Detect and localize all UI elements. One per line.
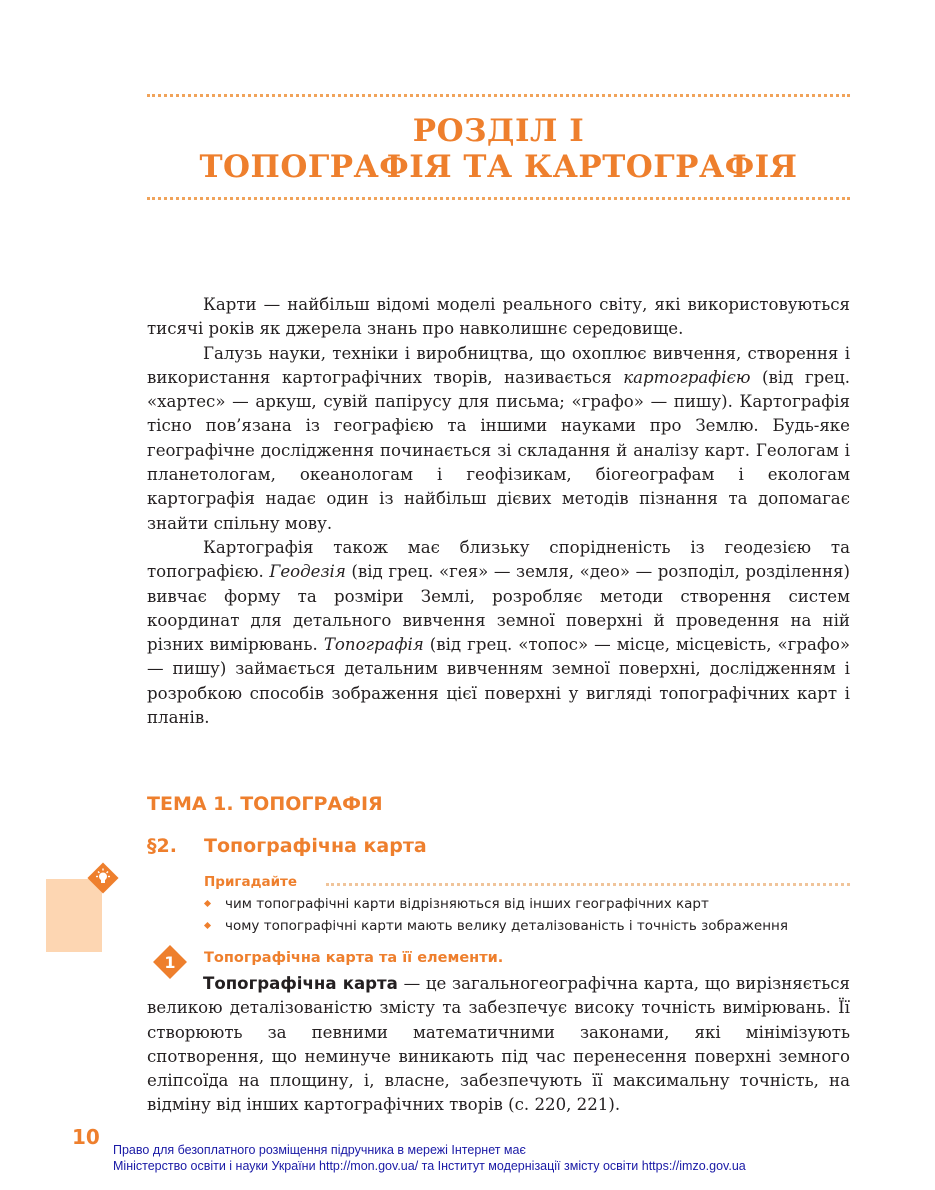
subsection-paragraph-text: — це загальногеографічна карта, що вирізняється великою деталізованістю змісту та забезпечує високу точність вимірювань. Її створюють за певними математичними законами, які мінімізують спотворення, що неминуче виникають під час перенесення поверхні земного еліпсоїда на площину, і, власне, забезпечують її максимальну точність, на відміну від інших картографічних творів (с. 220, 221). xyxy=(147,974,851,1115)
top-dotted-rule xyxy=(147,94,850,97)
section-number: §2. xyxy=(147,835,177,857)
intro-paragraph-2 xyxy=(147,342,850,536)
intro-paragraph-3-middle: (від грец. «гея» — земля, «део» — розподіл, розділення) вивчає форму та розміри Землі, розробляє методи створення систем координат для детального вивчення земної поверхні й проведення на ній різних вимірювань. xyxy=(147,562,850,655)
chapter-title-line-2: ТОПОГРАФІЯ ТА КАРТОГРАФІЯ xyxy=(199,149,798,185)
subsection-title: Топографічна карта та її елементи. xyxy=(204,950,504,966)
list-item-text: чим топографічні карти відрізняються від інших географічних карт xyxy=(225,896,709,912)
section-title: Топографічна карта xyxy=(204,835,427,857)
diamond-bullet-icon xyxy=(204,900,211,907)
chapter-title-line-1: РОЗДІЛ I xyxy=(412,113,585,149)
term-topographic-map: Топографічна карта xyxy=(203,974,398,993)
intro-paragraph-2-start: Галузь науки, техніки і виробництва, що охоплює вивчення, створення і використання картографічних творів, називається xyxy=(147,343,850,387)
chapter-title xyxy=(147,113,850,185)
remember-list xyxy=(204,893,864,937)
intro-paragraph-3-end: (від грец. «топос» — місце, місцевість, «графо» — пишу) займається детальним вивченням земної поверхні, дослідженням і розробкою способів зображення цієї поверхні у вигляді топографічних карт і планів. xyxy=(147,635,851,728)
footer-line-1: Право для безоплатного розміщення підручника в мережі Інтернет має xyxy=(113,1143,526,1157)
section-heading xyxy=(147,835,427,857)
term-topography: Топографія xyxy=(323,635,424,655)
page-number: 10 xyxy=(72,1125,100,1149)
intro-paragraph-2-end: (від грец. «хартес» — аркуш, сувій папірусу для письма; «графо» — пишу). Картографія тісно пов’язана із географією та іншими науками про Землю. Будь-яке географічне дослідження починається зі складання й аналізу карт. Геологам і планетологам, океанологам і геофізикам, біогеографам і екологам картографія надає один із найбільш дієвих методів пізнання та допомагає знайти спільну мову. xyxy=(147,367,850,533)
intro-paragraph-3 xyxy=(147,536,850,730)
subsection-text xyxy=(147,972,850,1118)
remember-label: Пригадайте xyxy=(204,874,298,890)
subsection-paragraph xyxy=(147,972,850,1118)
subsection-number: 1 xyxy=(164,953,176,972)
list-item-text: чому топографічні карти мають велику деталізованість і точність зображення xyxy=(225,918,788,934)
intro-text xyxy=(147,293,850,730)
lightbulb-diamond-icon xyxy=(87,862,119,894)
bottom-dotted-rule xyxy=(147,197,850,200)
term-cartography: картографією xyxy=(623,367,751,387)
term-geodesy: Геодезія xyxy=(269,562,346,582)
intro-paragraph-3-start: Картографія також має близьку спорідненість із геодезією та топографією. xyxy=(147,537,850,582)
intro-paragraph-1: Карти — найбільш відомі моделі реального світу, які використовуються тисячі років як джерела знань про навколишнє середовище. xyxy=(147,295,850,339)
theme-heading: ТЕМА 1. ТОПОГРАФІЯ xyxy=(147,793,383,815)
footer-line-2: Міністерство освіти і науки України http://mon.gov.ua/ та Інститут модернізації змісту освіти https://imzo.gov.ua xyxy=(113,1159,746,1173)
remember-dotted-rule xyxy=(326,883,850,886)
list-item xyxy=(204,915,864,937)
list-item xyxy=(204,893,864,915)
license-footer xyxy=(113,1142,746,1174)
diamond-bullet-icon xyxy=(204,922,211,929)
